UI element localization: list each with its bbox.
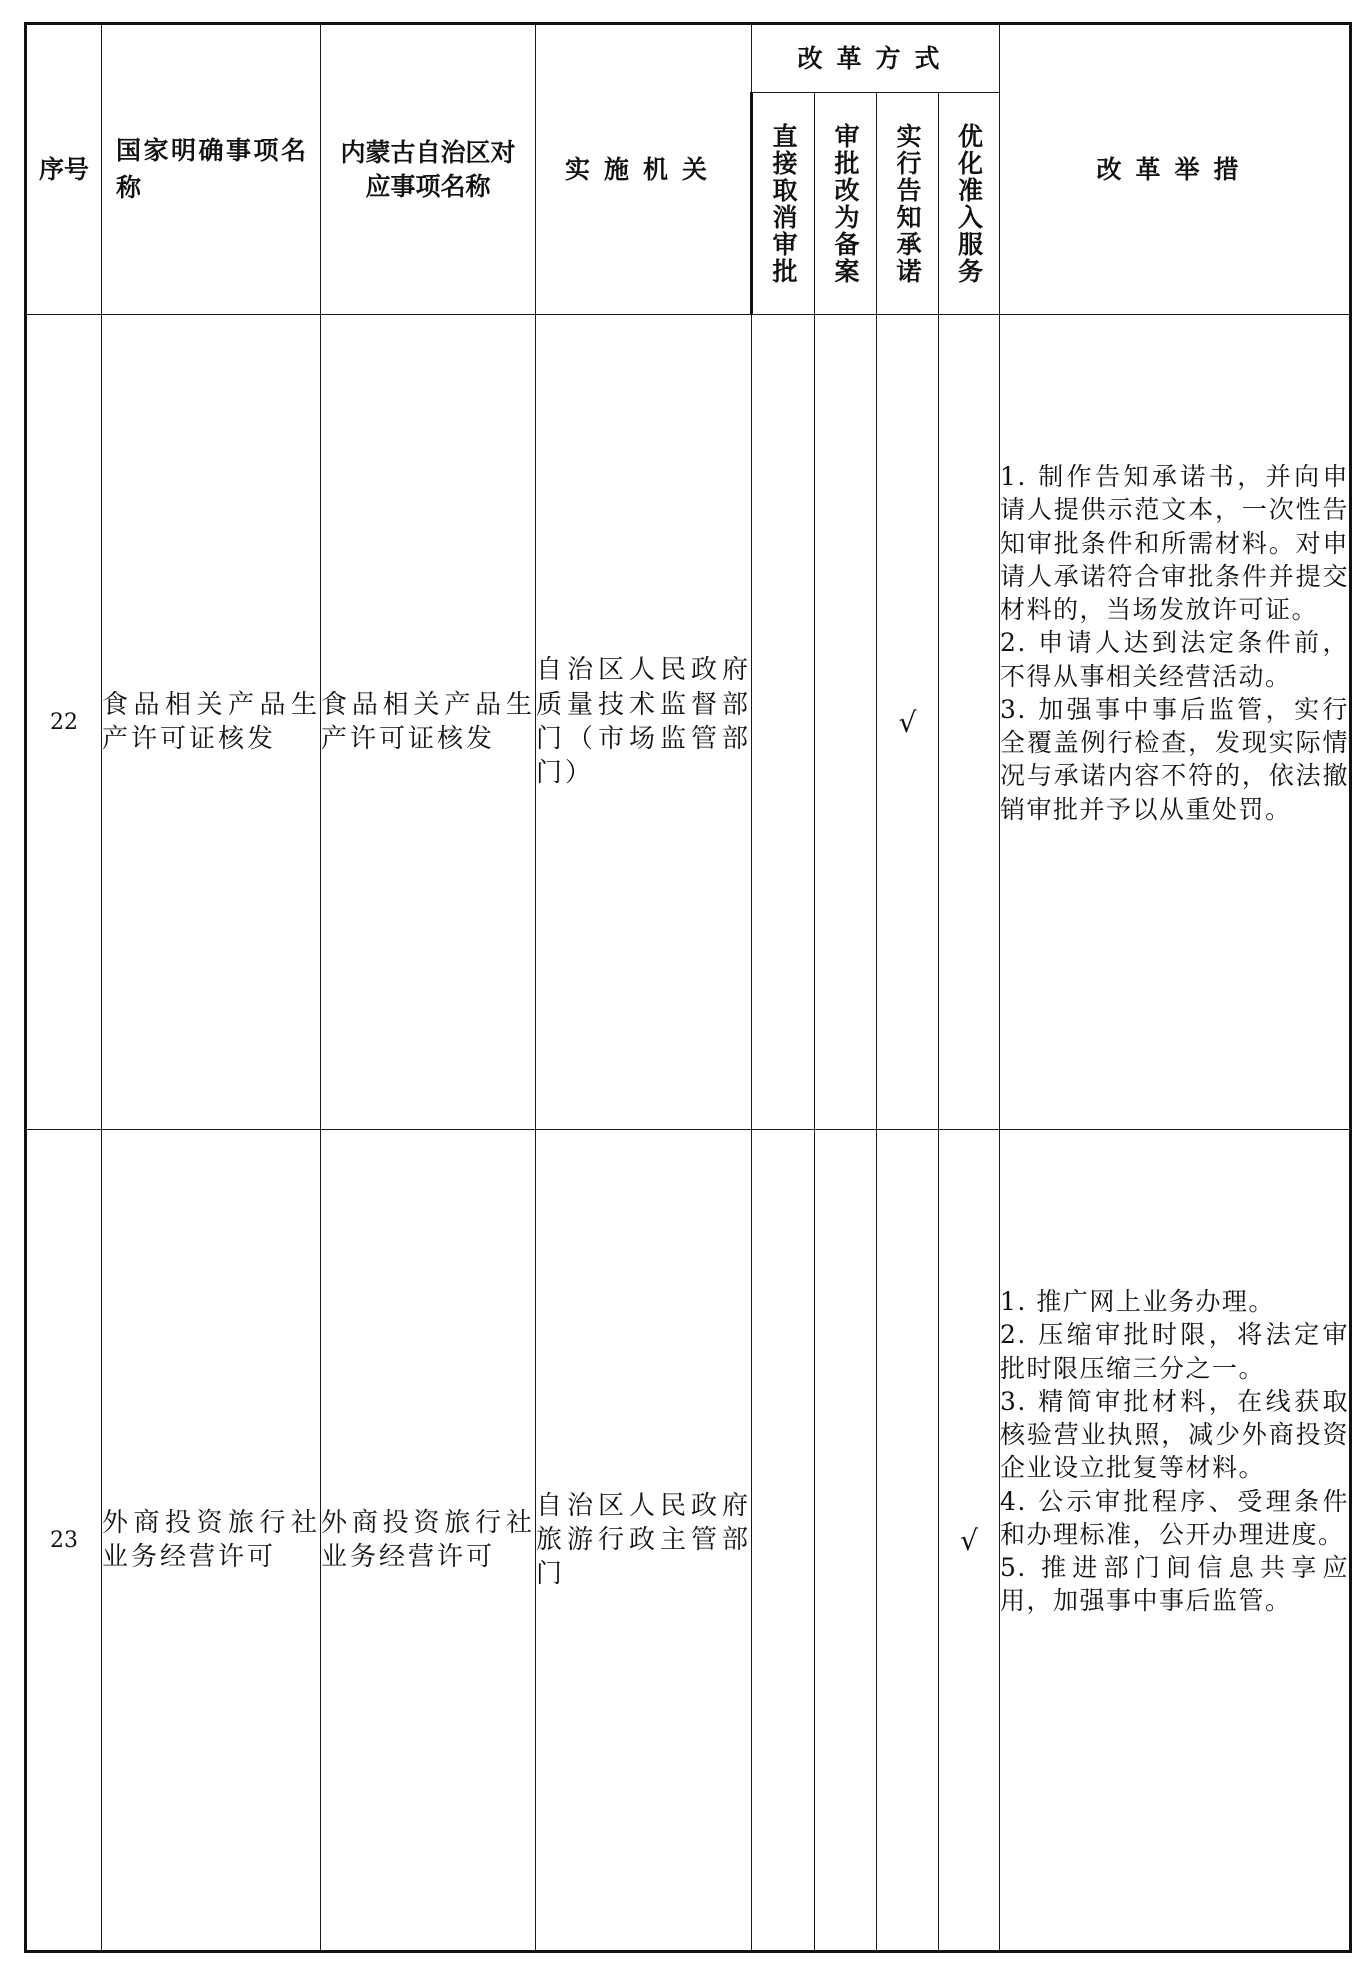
row-nm-item: 食品相关产品生产许可证核发 [321, 315, 536, 1130]
measure-item: 5. 推进部门间信息共享应用，加强事中事后监管。 [1000, 1553, 1350, 1616]
header-mode-cancel [752, 93, 815, 315]
row-mark-commitment [877, 1130, 939, 1952]
measure-item: 3. 加强事中事后监管，实行全覆盖例行检查，发现实际情况与承诺内容不符的，依法撤销审批并予以从重处罚。 [1000, 694, 1350, 824]
measure-item: 3. 精简审批材料，在线获取核验营业执照，减少外商投资企业设立批复等材料。 [1000, 1386, 1350, 1483]
table-row [26, 1130, 1351, 1952]
measure-item: 2. 申请人达到法定条件前，不得从事相关经营活动。 [1000, 628, 1350, 691]
measure-item: 4. 公示审批程序、受理条件和办理标准，公开办理进度。 [1000, 1486, 1350, 1549]
document-page [24, 22, 1349, 1950]
header-agency: 实施机关 [536, 24, 752, 315]
header-seq: 序号 [26, 24, 102, 315]
table-row [26, 315, 1351, 1130]
row-mark-filing [815, 1130, 877, 1952]
header-nm-item: 内蒙古自治区对应事项名称 [321, 24, 536, 315]
header-mode-optimize [939, 93, 1000, 315]
header-national-item: 国家明确事项名称 [102, 24, 321, 315]
row-seq: 22 [26, 315, 102, 1130]
row-mark-commitment: √ [877, 315, 939, 1130]
row-nm-item: 外商投资旅行社业务经营许可 [321, 1130, 536, 1952]
mode-filing-label: 审批改为备案 [831, 122, 860, 285]
measure-item: 2. 压缩审批时限，将法定审批时限压缩三分之一。 [1000, 1320, 1350, 1383]
measure-item: 1. 推广网上业务办理。 [1000, 1287, 1275, 1316]
row-national-item: 食品相关产品生产许可证核发 [102, 315, 321, 1130]
header-row-top [26, 24, 1351, 93]
row-mark-optimize [939, 315, 1000, 1130]
row-agency: 自治区人民政府质量技术监督部门（市场监管部门） [536, 315, 752, 1130]
mode-cancel-label: 直接取消审批 [769, 122, 798, 285]
mode-optimize-label: 优化准入服务 [954, 122, 984, 285]
reform-table [24, 22, 1352, 1953]
row-mark-cancel [752, 1130, 815, 1952]
row-measures [1000, 315, 1351, 1130]
row-mark-optimize: √ [939, 1130, 1000, 1952]
row-national-item: 外商投资旅行社业务经营许可 [102, 1130, 321, 1952]
row-seq: 23 [26, 1130, 102, 1952]
header-mode-commitment [877, 93, 939, 315]
header-mode-filing [815, 93, 877, 315]
row-mark-cancel [752, 315, 815, 1130]
mode-commitment-label: 实行告知承诺 [893, 122, 922, 285]
row-mark-filing [815, 315, 877, 1130]
header-measures: 改革举措 [1000, 24, 1351, 315]
measure-item: 1. 制作告知承诺书，并向申请人提供示范文本，一次性告知审批条件和所需材料。对申请人承诺符合审批条件并提交材料的，当场发放许可证。 [1000, 462, 1350, 624]
row-agency: 自治区人民政府旅游行政主管部门 [536, 1130, 752, 1952]
row-measures [1000, 1130, 1351, 1952]
header-reform-mode: 改革方式 [752, 24, 1000, 93]
